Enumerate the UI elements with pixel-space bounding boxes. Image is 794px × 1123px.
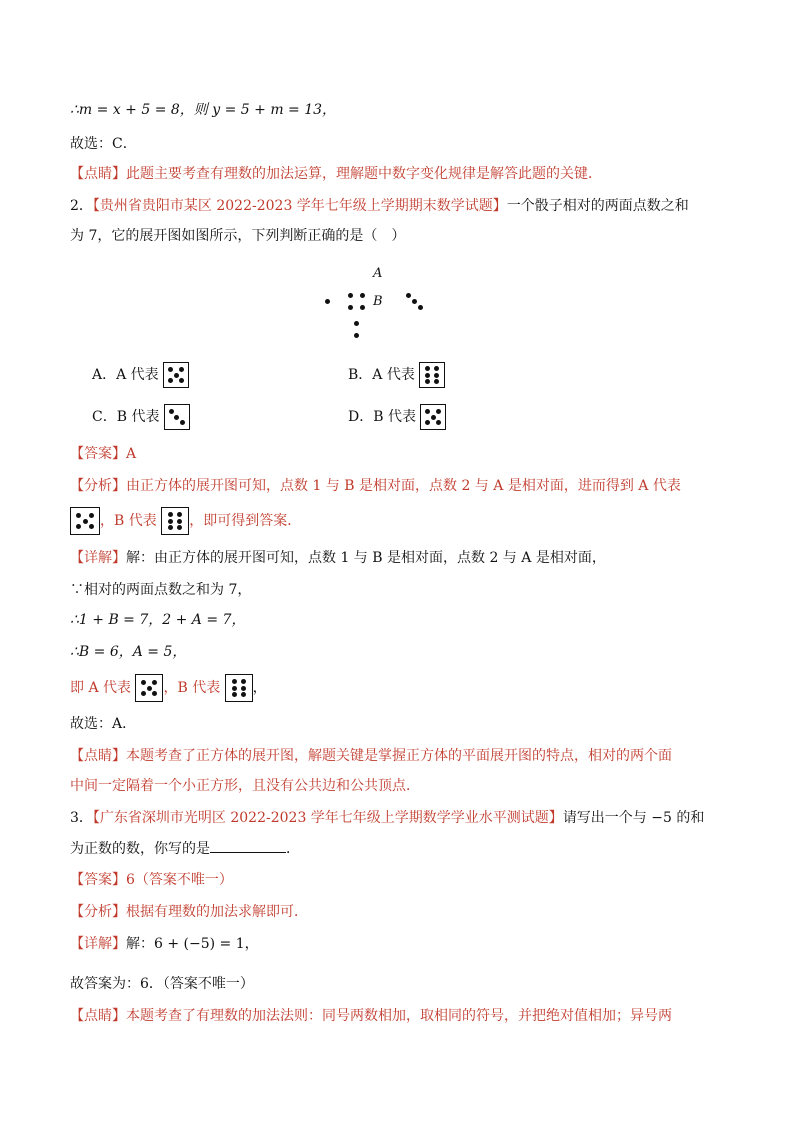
question-text: 为 7，它的展开图如图所示，下列判断正确的是（ ） bbox=[70, 228, 406, 244]
choice-text: 故选：C． bbox=[70, 136, 137, 152]
die-five-icon bbox=[135, 674, 163, 702]
die-six-icon bbox=[225, 674, 253, 702]
answer-text: 6（答案不唯一） bbox=[126, 872, 233, 888]
solution-text: 故选：A． bbox=[70, 716, 137, 732]
tag-label: 【点睛】 bbox=[70, 1008, 126, 1024]
question-source: 【广东省深圳市光明区 2022-2023 学年七年级上学期数学学业水平测试题】 bbox=[92, 810, 563, 826]
analysis-line bbox=[70, 476, 681, 496]
question-text: 一个骰子相对的两面点数之和 bbox=[506, 198, 689, 214]
solution-text: ，B 代表 bbox=[163, 680, 221, 696]
question-text: ． bbox=[286, 841, 300, 857]
comment-line bbox=[70, 1006, 672, 1026]
equation: ∴m = x + 5 = 8，则 y = 5 + m = 13， bbox=[70, 102, 337, 118]
question-number: 3． bbox=[70, 810, 93, 826]
analysis-text: 由正方体的展开图可知，点数 1 与 B 是相对面，点数 2 与 A 是相对面，进而得到 A 代表 bbox=[126, 478, 681, 494]
analysis-line bbox=[70, 507, 301, 535]
option-label: C．B 代表 bbox=[92, 409, 160, 425]
tag-label: 【分析】 bbox=[70, 904, 126, 920]
answer-line bbox=[70, 444, 136, 464]
solution-line bbox=[70, 642, 186, 662]
die-six-icon bbox=[419, 362, 445, 388]
tag-label: 【答案】 bbox=[70, 872, 126, 888]
tag-label: 【分析】 bbox=[70, 478, 126, 494]
solution-text: ∵相对的两面点数之和为 7， bbox=[70, 582, 252, 598]
solution-line bbox=[70, 548, 606, 568]
solution-line bbox=[70, 610, 245, 630]
option-c bbox=[92, 404, 190, 430]
die-five-icon bbox=[420, 404, 446, 430]
tag-label: 【详解】 bbox=[70, 550, 126, 566]
comment-text: 本题考查了有理数的加法法则：同号两数相加，取相同的符号，并把绝对值相加；异号两 bbox=[126, 1008, 672, 1024]
die-five-icon bbox=[163, 362, 189, 388]
option-label: D．B 代表 bbox=[348, 409, 416, 425]
question-line bbox=[70, 196, 689, 216]
tag-label: 【点睛】 bbox=[70, 166, 126, 182]
analysis-text: ，B 代表 bbox=[100, 513, 157, 529]
comment-line bbox=[70, 746, 672, 766]
equation: ∴1 + B = 7，2 + A = 7， bbox=[70, 612, 246, 628]
text-line bbox=[70, 100, 336, 120]
die-five-icon bbox=[70, 507, 100, 535]
question-line bbox=[70, 838, 300, 859]
analysis-text: ，即可得到答案． bbox=[189, 513, 302, 529]
solution-line bbox=[70, 580, 251, 600]
tag-label: 【详解】 bbox=[70, 936, 126, 952]
solution-text: 解：由正方体的展开图可知，点数 1 与 B 是相对面，点数 2 与 A 是相对面， bbox=[126, 550, 606, 566]
comment-line bbox=[70, 776, 420, 796]
text-line bbox=[70, 134, 137, 154]
question-line bbox=[70, 226, 405, 246]
comment-text: 中间一定隔着一个小正方形，且没有公共边和公共顶点． bbox=[70, 778, 420, 794]
analysis-line bbox=[70, 902, 308, 922]
equation: ∴B = 6，A = 5， bbox=[70, 644, 187, 660]
solution-line bbox=[70, 974, 254, 994]
analysis-text: 根据有理数的加法求解即可． bbox=[126, 904, 308, 920]
answer-blank[interactable] bbox=[210, 838, 286, 853]
solution-line bbox=[70, 674, 267, 702]
tag-label: 【答案】 bbox=[70, 446, 126, 462]
comment-text: 本题考查了正方体的展开图，解题关键是掌握正方体的平面展开图的特点，相对的两个面 bbox=[126, 748, 672, 764]
option-label: A．A 代表 bbox=[92, 367, 159, 383]
cube-net-figure: A B bbox=[315, 261, 431, 345]
option-b bbox=[348, 362, 445, 388]
answer-line bbox=[70, 870, 233, 890]
answer-text: A bbox=[126, 446, 137, 462]
solution-line bbox=[70, 934, 259, 954]
question-text: 为正数的数，你写的是 bbox=[70, 841, 210, 857]
question-text: 请写出一个与 −5 的和 bbox=[562, 810, 705, 826]
die-six-icon bbox=[161, 507, 189, 535]
die-three-icon bbox=[164, 404, 190, 430]
text-line bbox=[70, 164, 602, 184]
solution-text: 即 A 代表 bbox=[70, 680, 132, 696]
tag-label: 【点睛】 bbox=[70, 748, 126, 764]
solution-text: 解：6 + (−5) = 1， bbox=[126, 936, 259, 952]
question-source: 【贵州省贵阳市某区 2022-2023 学年七年级上学期期末数学试题】 bbox=[92, 198, 507, 214]
option-d bbox=[348, 404, 446, 430]
comment-text: 此题主要考查有理数的加法运算，理解题中数字变化规律是解答此题的关键． bbox=[126, 166, 602, 182]
solution-text: ， bbox=[252, 680, 267, 696]
question-line bbox=[70, 808, 704, 828]
solution-text: 故答案为：6．（答案不唯一） bbox=[70, 976, 254, 992]
question-number: 2． bbox=[70, 198, 93, 214]
solution-line bbox=[70, 714, 136, 734]
option-a bbox=[92, 362, 189, 388]
option-label: B．A 代表 bbox=[348, 367, 415, 383]
